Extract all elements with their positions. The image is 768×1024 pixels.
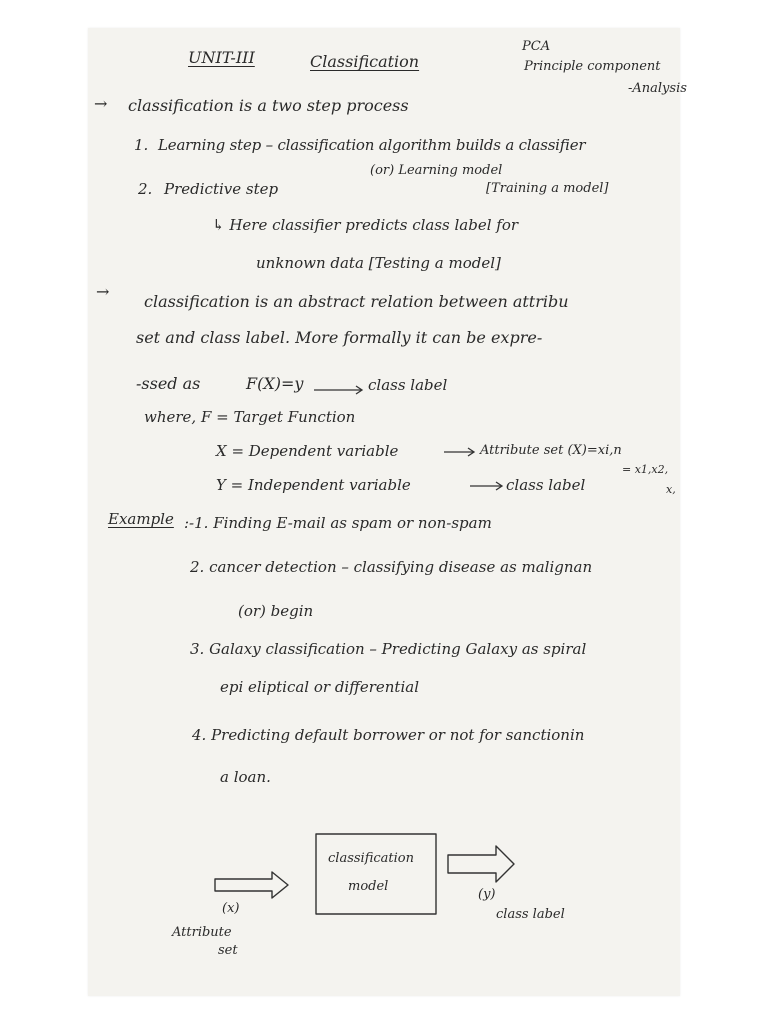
example-1: :-1. Finding E-mail as spam or non-spam	[184, 514, 492, 532]
formula-label: class label	[368, 376, 448, 394]
y-result: class label	[506, 476, 586, 494]
example-2-line-1: 2. cancer detection – classifying disease as malignan	[190, 558, 593, 576]
output-label: class label	[496, 907, 565, 922]
pca-abbreviation: PCA	[522, 39, 551, 54]
step1-subtext: (or) Learning model	[370, 163, 503, 178]
example-3-line-1: 3. Galaxy classification – Predicting Galaxy as spiral	[190, 640, 587, 658]
where-line: where, F = Target Function	[144, 408, 356, 426]
step2-note-2: unknown data [Testing a model]	[256, 254, 501, 272]
definition-line-3: -ssed as	[136, 374, 201, 393]
definition-line-2: set and class label. More formally it can be expre-	[136, 328, 543, 347]
example-3-line-2: epi eliptical or differential	[220, 678, 419, 696]
unit-heading: UNIT-III	[188, 48, 255, 67]
example-2-line-2: (or) begin	[238, 602, 314, 620]
definition-arrow: →	[96, 282, 110, 301]
step2-text: Predictive step	[164, 180, 279, 198]
x-continuation: = x1,x2,	[622, 463, 669, 476]
step2-note-1: ↳ Here classifier predicts class label for	[212, 216, 519, 234]
input-label-1: Attribute	[172, 925, 232, 940]
intro-arrow: →	[94, 94, 108, 113]
x-definition: X = Dependent variable	[216, 442, 399, 460]
output-variable: (y)	[478, 887, 496, 902]
y-definition: Y = Independent variable	[216, 476, 411, 494]
pca-full-name-cont: -Analysis	[628, 81, 687, 96]
examples-label: Example	[108, 510, 174, 528]
step1-text: Learning step – classification algorithm builds a classifier	[158, 136, 586, 154]
y-arrow-icon	[470, 482, 502, 490]
x-result: Attribute set (X)=xi,n	[480, 443, 622, 458]
model-box-label-1: classification	[328, 851, 414, 866]
intro-line: classification is a two step process	[128, 96, 409, 115]
example-4-line-2: a loan.	[220, 768, 271, 786]
formula-arrow-icon	[314, 386, 362, 394]
page-title: Classification	[310, 52, 420, 71]
formula: F(X)=y	[246, 374, 304, 393]
example-4-line-1: 4. Predicting default borrower or not for sanctionin	[192, 726, 585, 744]
step2-number: 2.	[138, 180, 153, 198]
x-arrow-icon	[444, 448, 474, 456]
pca-full-name: Principle component	[524, 59, 661, 74]
input-variable: (x)	[222, 901, 240, 916]
step1-number: 1.	[134, 136, 149, 154]
input-label-2: set	[218, 943, 238, 958]
x-continuation-2: x,	[666, 483, 676, 496]
model-box-label-2: model	[348, 879, 389, 894]
definition-line-1: classification is an abstract relation between attribu	[144, 292, 569, 311]
step1-bracket: [Training a model]	[486, 181, 609, 196]
